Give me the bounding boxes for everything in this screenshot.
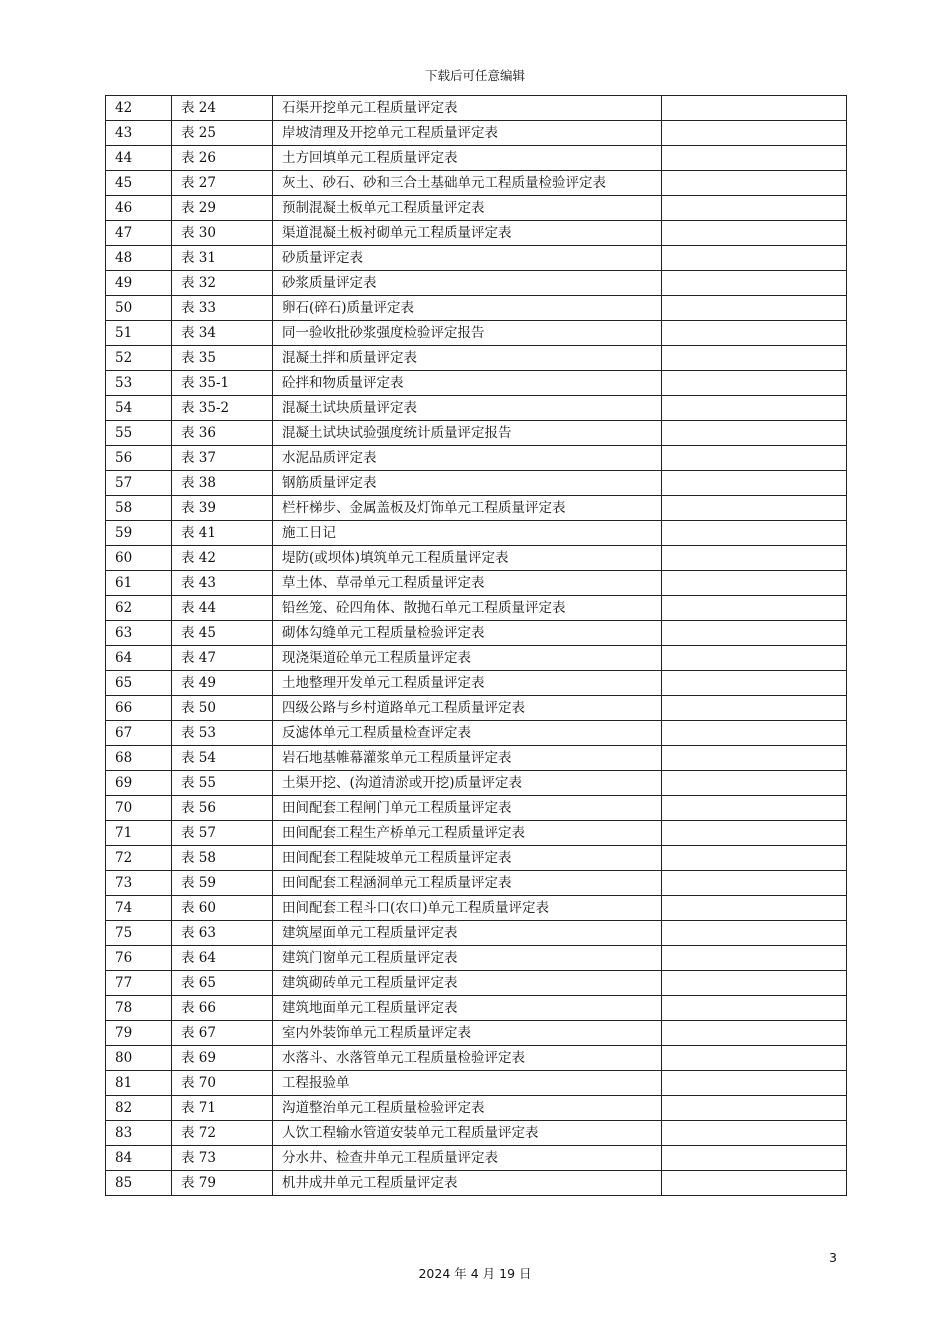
remarks-cell — [662, 771, 847, 796]
remarks-cell — [662, 621, 847, 646]
row-number-cell: 45 — [106, 171, 172, 196]
table-row — [106, 946, 847, 971]
form-name-cell: 水泥品质评定表 — [273, 446, 662, 471]
row-number-cell: 78 — [106, 996, 172, 1021]
form-code-cell: 表 66 — [172, 996, 273, 1021]
form-index-table — [105, 95, 847, 1196]
remarks-cell — [662, 821, 847, 846]
remarks-cell — [662, 146, 847, 171]
table-row — [106, 896, 847, 921]
form-name-cell: 草土体、草帚单元工程质量评定表 — [273, 571, 662, 596]
remarks-cell — [662, 696, 847, 721]
form-code-cell: 表 71 — [172, 1096, 273, 1121]
remarks-cell — [662, 996, 847, 1021]
table-row — [106, 521, 847, 546]
row-number-cell: 62 — [106, 596, 172, 621]
form-code-cell: 表 37 — [172, 446, 273, 471]
table-row — [106, 1121, 847, 1146]
remarks-cell — [662, 271, 847, 296]
remarks-cell — [662, 1096, 847, 1121]
form-name-cell: 栏杆梯步、金属盖板及灯饰单元工程质量评定表 — [273, 496, 662, 521]
row-number-cell: 42 — [106, 96, 172, 121]
form-code-cell: 表 53 — [172, 721, 273, 746]
form-code-cell: 表 65 — [172, 971, 273, 996]
table-row — [106, 296, 847, 321]
form-name-cell: 铅丝笼、砼四角体、散抛石单元工程质量评定表 — [273, 596, 662, 621]
row-number-cell: 74 — [106, 896, 172, 921]
form-code-cell: 表 70 — [172, 1071, 273, 1096]
remarks-cell — [662, 1071, 847, 1096]
table-row — [106, 571, 847, 596]
row-number-cell: 58 — [106, 496, 172, 521]
remarks-cell — [662, 571, 847, 596]
row-number-cell: 50 — [106, 296, 172, 321]
form-name-cell: 室内外装饰单元工程质量评定表 — [273, 1021, 662, 1046]
form-name-cell: 混凝土试块质量评定表 — [273, 396, 662, 421]
form-code-cell: 表 54 — [172, 746, 273, 771]
remarks-cell — [662, 1046, 847, 1071]
row-number-cell: 68 — [106, 746, 172, 771]
table-row — [106, 546, 847, 571]
table-row — [106, 821, 847, 846]
form-name-cell: 建筑砌砖单元工程质量评定表 — [273, 971, 662, 996]
remarks-cell — [662, 221, 847, 246]
table-row — [106, 246, 847, 271]
row-number-cell: 84 — [106, 1146, 172, 1171]
table-row — [106, 121, 847, 146]
form-code-cell: 表 58 — [172, 846, 273, 871]
form-code-cell: 表 79 — [172, 1171, 273, 1196]
table-row — [106, 596, 847, 621]
form-name-cell: 砂浆质量评定表 — [273, 271, 662, 296]
table-row — [106, 346, 847, 371]
form-code-cell: 表 44 — [172, 596, 273, 621]
form-code-cell: 表 64 — [172, 946, 273, 971]
row-number-cell: 81 — [106, 1071, 172, 1096]
remarks-cell — [662, 421, 847, 446]
form-code-cell: 表 50 — [172, 696, 273, 721]
remarks-cell — [662, 346, 847, 371]
row-number-cell: 56 — [106, 446, 172, 471]
remarks-cell — [662, 896, 847, 921]
table-row — [106, 96, 847, 121]
form-code-cell: 表 47 — [172, 646, 273, 671]
row-number-cell: 63 — [106, 621, 172, 646]
table-row — [106, 221, 847, 246]
form-name-cell: 混凝土拌和质量评定表 — [273, 346, 662, 371]
remarks-cell — [662, 546, 847, 571]
form-code-cell: 表 35-1 — [172, 371, 273, 396]
row-number-cell: 70 — [106, 796, 172, 821]
table-row — [106, 696, 847, 721]
form-code-cell: 表 27 — [172, 171, 273, 196]
remarks-cell — [662, 446, 847, 471]
row-number-cell: 51 — [106, 321, 172, 346]
remarks-cell — [662, 721, 847, 746]
table-row — [106, 996, 847, 1021]
form-name-cell: 建筑屋面单元工程质量评定表 — [273, 921, 662, 946]
remarks-cell — [662, 921, 847, 946]
form-code-cell: 表 36 — [172, 421, 273, 446]
table-body — [106, 96, 847, 1196]
form-code-cell: 表 34 — [172, 321, 273, 346]
table-row — [106, 746, 847, 771]
form-code-cell: 表 49 — [172, 671, 273, 696]
row-number-cell: 55 — [106, 421, 172, 446]
row-number-cell: 57 — [106, 471, 172, 496]
form-name-cell: 砌体勾缝单元工程质量检验评定表 — [273, 621, 662, 646]
row-number-cell: 47 — [106, 221, 172, 246]
table-row — [106, 321, 847, 346]
form-name-cell: 岸坡清理及开挖单元工程质量评定表 — [273, 121, 662, 146]
remarks-cell — [662, 521, 847, 546]
page-number: 3 — [829, 1250, 837, 1265]
form-name-cell: 田间配套工程生产桥单元工程质量评定表 — [273, 821, 662, 846]
row-number-cell: 80 — [106, 1046, 172, 1071]
remarks-cell — [662, 396, 847, 421]
table-row — [106, 1146, 847, 1171]
table-row — [106, 1021, 847, 1046]
row-number-cell: 52 — [106, 346, 172, 371]
row-number-cell: 49 — [106, 271, 172, 296]
form-name-cell: 土渠开挖、(沟道清淤或开挖)质量评定表 — [273, 771, 662, 796]
row-number-cell: 71 — [106, 821, 172, 846]
form-name-cell: 田间配套工程涵洞单元工程质量评定表 — [273, 871, 662, 896]
form-code-cell: 表 33 — [172, 296, 273, 321]
row-number-cell: 64 — [106, 646, 172, 671]
remarks-cell — [662, 471, 847, 496]
form-name-cell: 砂质量评定表 — [273, 246, 662, 271]
form-name-cell: 四级公路与乡村道路单元工程质量评定表 — [273, 696, 662, 721]
form-name-cell: 渠道混凝土板衬砌单元工程质量评定表 — [273, 221, 662, 246]
row-number-cell: 73 — [106, 871, 172, 896]
remarks-cell — [662, 296, 847, 321]
form-name-cell: 岩石地基帷幕灌浆单元工程质量评定表 — [273, 746, 662, 771]
form-code-cell: 表 25 — [172, 121, 273, 146]
table-row — [106, 396, 847, 421]
form-name-cell: 石渠开挖单元工程质量评定表 — [273, 96, 662, 121]
table-row — [106, 421, 847, 446]
remarks-cell — [662, 871, 847, 896]
remarks-cell — [662, 96, 847, 121]
form-name-cell: 田间配套工程陡坡单元工程质量评定表 — [273, 846, 662, 871]
form-name-cell: 水落斗、水落管单元工程质量检验评定表 — [273, 1046, 662, 1071]
form-name-cell: 预制混凝土板单元工程质量评定表 — [273, 196, 662, 221]
table-row — [106, 446, 847, 471]
remarks-cell — [662, 796, 847, 821]
form-code-cell: 表 56 — [172, 796, 273, 821]
form-name-cell: 同一验收批砂浆强度检验评定报告 — [273, 321, 662, 346]
table-row — [106, 721, 847, 746]
row-number-cell: 61 — [106, 571, 172, 596]
table-row — [106, 621, 847, 646]
form-name-cell: 堤防(或坝体)填筑单元工程质量评定表 — [273, 546, 662, 571]
form-code-cell: 表 38 — [172, 471, 273, 496]
table-row — [106, 371, 847, 396]
remarks-cell — [662, 846, 847, 871]
form-name-cell: 施工日记 — [273, 521, 662, 546]
row-number-cell: 77 — [106, 971, 172, 996]
row-number-cell: 43 — [106, 121, 172, 146]
form-code-cell: 表 60 — [172, 896, 273, 921]
table-row — [106, 921, 847, 946]
table-row — [106, 496, 847, 521]
form-code-cell: 表 59 — [172, 871, 273, 896]
form-code-cell: 表 73 — [172, 1146, 273, 1171]
table-row — [106, 846, 847, 871]
table-row — [106, 771, 847, 796]
row-number-cell: 66 — [106, 696, 172, 721]
form-code-cell: 表 67 — [172, 1021, 273, 1046]
form-code-cell: 表 35 — [172, 346, 273, 371]
table-row — [106, 1171, 847, 1196]
form-name-cell: 沟道整治单元工程质量检验评定表 — [273, 1096, 662, 1121]
row-number-cell: 67 — [106, 721, 172, 746]
form-name-cell: 建筑地面单元工程质量评定表 — [273, 996, 662, 1021]
row-number-cell: 69 — [106, 771, 172, 796]
form-name-cell: 灰土、砂石、砂和三合土基础单元工程质量检验评定表 — [273, 171, 662, 196]
form-code-cell: 表 31 — [172, 246, 273, 271]
form-code-cell: 表 24 — [172, 96, 273, 121]
form-code-cell: 表 45 — [172, 621, 273, 646]
form-name-cell: 田间配套工程闸门单元工程质量评定表 — [273, 796, 662, 821]
row-number-cell: 85 — [106, 1171, 172, 1196]
table-row — [106, 196, 847, 221]
form-code-cell: 表 69 — [172, 1046, 273, 1071]
table-row — [106, 971, 847, 996]
form-name-cell: 卵石(碎石)质量评定表 — [273, 296, 662, 321]
form-code-cell: 表 57 — [172, 821, 273, 846]
row-number-cell: 75 — [106, 921, 172, 946]
table-row — [106, 1071, 847, 1096]
form-code-cell: 表 72 — [172, 1121, 273, 1146]
row-number-cell: 53 — [106, 371, 172, 396]
row-number-cell: 59 — [106, 521, 172, 546]
remarks-cell — [662, 121, 847, 146]
remarks-cell — [662, 196, 847, 221]
remarks-cell — [662, 321, 847, 346]
remarks-cell — [662, 671, 847, 696]
table-row — [106, 671, 847, 696]
remarks-cell — [662, 971, 847, 996]
form-code-cell: 表 55 — [172, 771, 273, 796]
row-number-cell: 54 — [106, 396, 172, 421]
table-row — [106, 271, 847, 296]
form-code-cell: 表 39 — [172, 496, 273, 521]
page-footer-date: 2024 年 4 月 19 日 — [418, 1266, 532, 1281]
form-code-cell: 表 35-2 — [172, 396, 273, 421]
remarks-cell — [662, 496, 847, 521]
form-code-cell: 表 32 — [172, 271, 273, 296]
form-name-cell: 工程报验单 — [273, 1071, 662, 1096]
form-name-cell: 分水井、检查井单元工程质量评定表 — [273, 1146, 662, 1171]
remarks-cell — [662, 1021, 847, 1046]
form-name-cell: 建筑门窗单元工程质量评定表 — [273, 946, 662, 971]
remarks-cell — [662, 1171, 847, 1196]
form-code-cell: 表 42 — [172, 546, 273, 571]
remarks-cell — [662, 246, 847, 271]
form-name-cell: 土地整理开发单元工程质量评定表 — [273, 671, 662, 696]
table-row — [106, 646, 847, 671]
form-code-cell: 表 29 — [172, 196, 273, 221]
page-header: 下载后可任意编辑 — [424, 68, 525, 83]
table-row — [106, 1096, 847, 1121]
row-number-cell: 72 — [106, 846, 172, 871]
row-number-cell: 76 — [106, 946, 172, 971]
form-name-cell: 混凝土试块试验强度统计质量评定报告 — [273, 421, 662, 446]
remarks-cell — [662, 946, 847, 971]
table-row — [106, 1046, 847, 1071]
table-row — [106, 146, 847, 171]
row-number-cell: 48 — [106, 246, 172, 271]
remarks-cell — [662, 1146, 847, 1171]
row-number-cell: 79 — [106, 1021, 172, 1046]
form-name-cell: 钢筋质量评定表 — [273, 471, 662, 496]
form-name-cell: 现浇渠道砼单元工程质量评定表 — [273, 646, 662, 671]
row-number-cell: 60 — [106, 546, 172, 571]
remarks-cell — [662, 596, 847, 621]
row-number-cell: 46 — [106, 196, 172, 221]
table-row — [106, 871, 847, 896]
form-code-cell: 表 43 — [172, 571, 273, 596]
form-code-cell: 表 63 — [172, 921, 273, 946]
remarks-cell — [662, 371, 847, 396]
row-number-cell: 65 — [106, 671, 172, 696]
form-code-cell: 表 26 — [172, 146, 273, 171]
remarks-cell — [662, 1121, 847, 1146]
form-code-cell: 表 30 — [172, 221, 273, 246]
form-name-cell: 反滤体单元工程质量检查评定表 — [273, 721, 662, 746]
remarks-cell — [662, 171, 847, 196]
row-number-cell: 44 — [106, 146, 172, 171]
table-row — [106, 796, 847, 821]
form-name-cell: 土方回填单元工程质量评定表 — [273, 146, 662, 171]
remarks-cell — [662, 646, 847, 671]
row-number-cell: 83 — [106, 1121, 172, 1146]
remarks-cell — [662, 746, 847, 771]
form-code-cell: 表 41 — [172, 521, 273, 546]
table-row — [106, 171, 847, 196]
table-row — [106, 471, 847, 496]
form-name-cell: 人饮工程输水管道安装单元工程质量评定表 — [273, 1121, 662, 1146]
form-name-cell: 机井成井单元工程质量评定表 — [273, 1171, 662, 1196]
form-name-cell: 砼拌和物质量评定表 — [273, 371, 662, 396]
form-name-cell: 田间配套工程斗口(农口)单元工程质量评定表 — [273, 896, 662, 921]
row-number-cell: 82 — [106, 1096, 172, 1121]
